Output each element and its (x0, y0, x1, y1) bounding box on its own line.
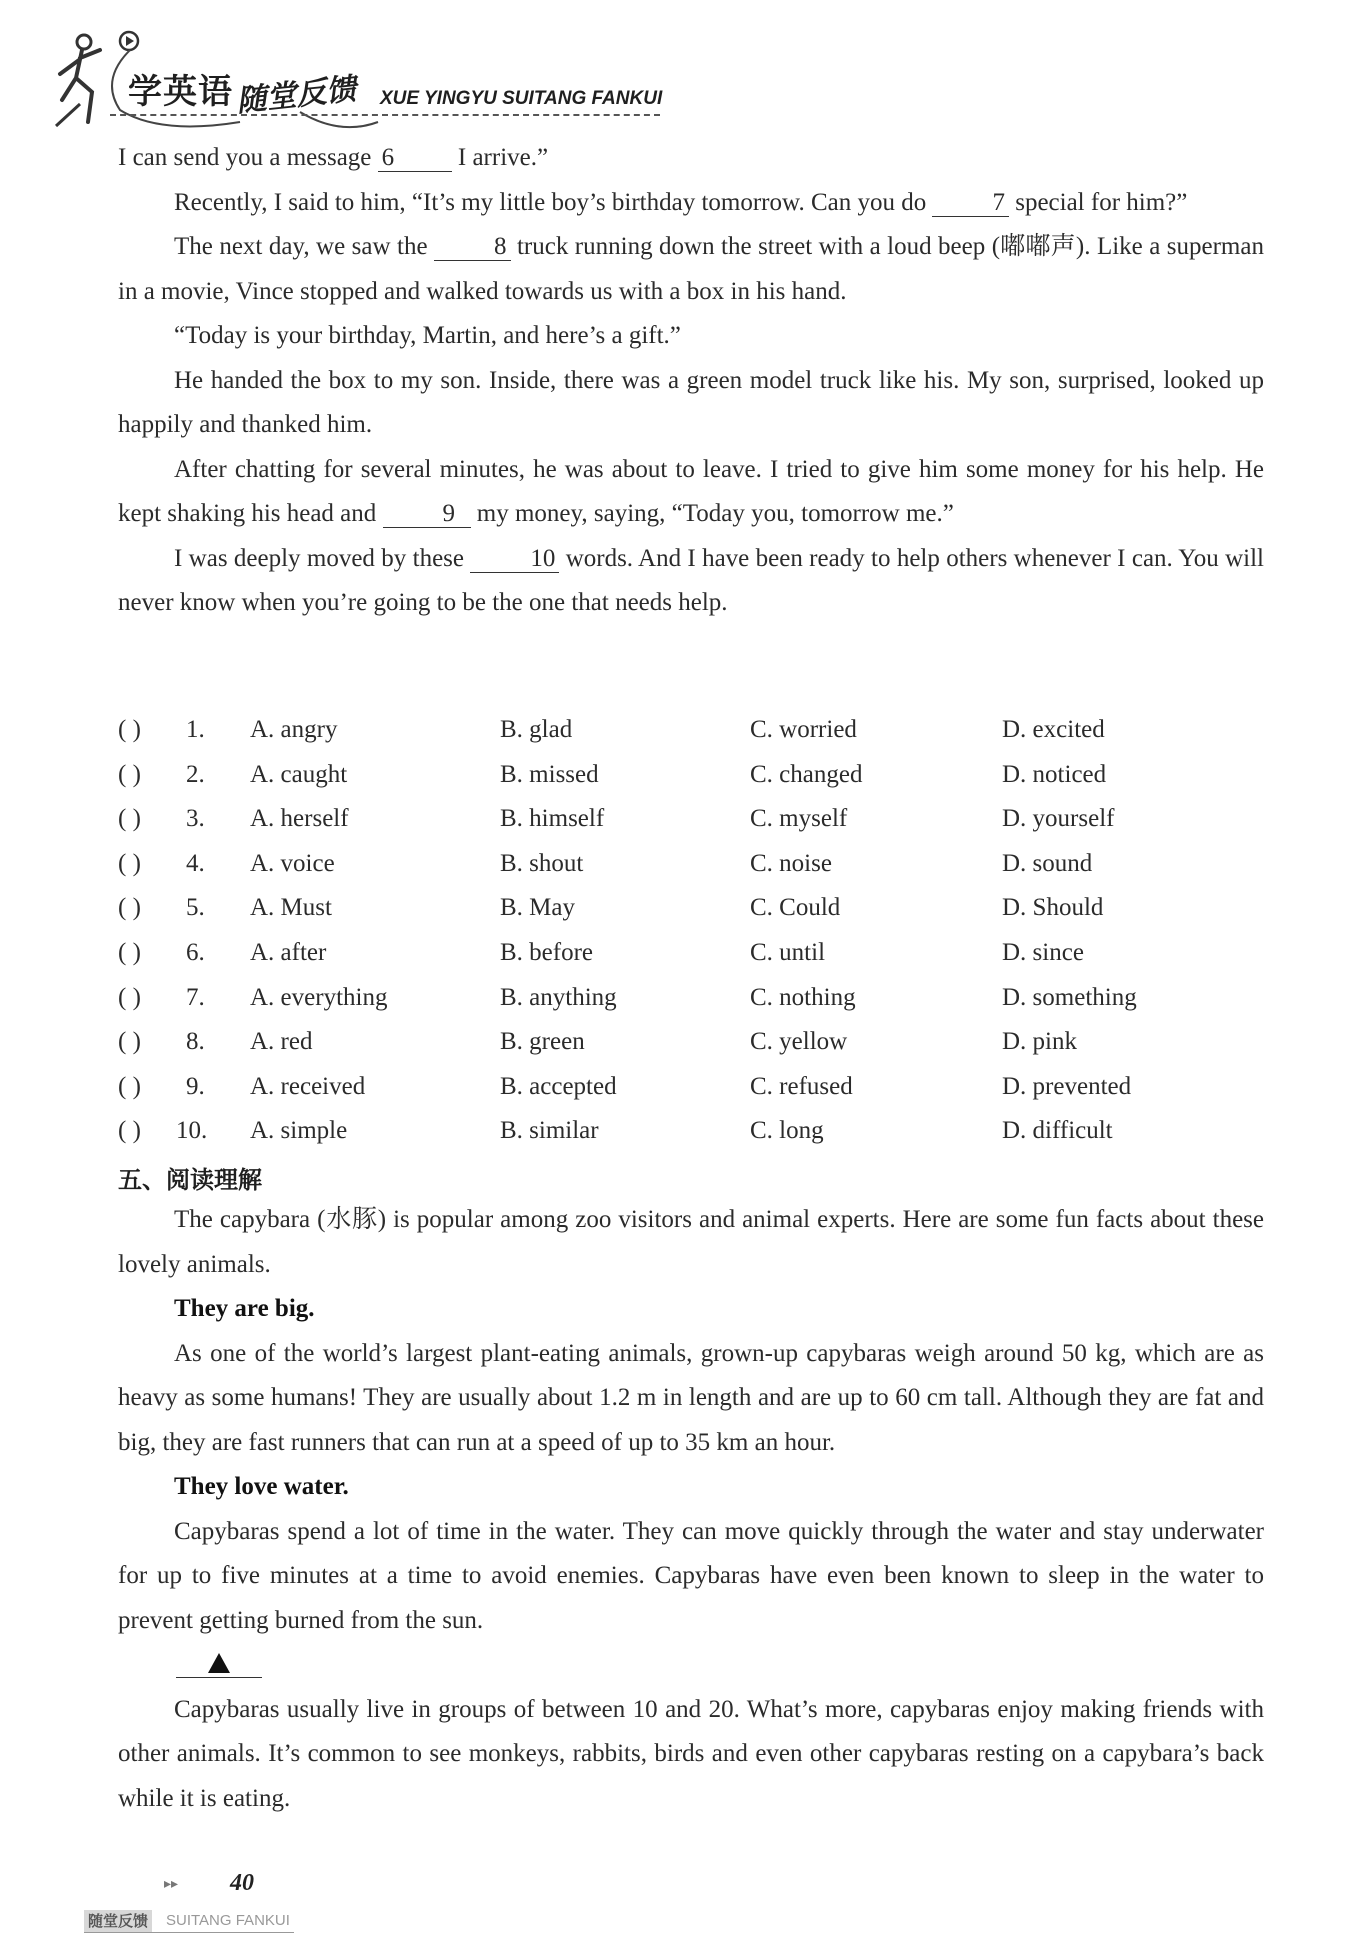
option-d: D. excited (1002, 716, 1105, 743)
answer-paren[interactable]: ( ) (118, 938, 141, 966)
question-number: 9. (186, 1072, 205, 1100)
question-number: 10. (176, 1117, 208, 1145)
page-header (0, 0, 1350, 140)
option-d: D. since (1002, 938, 1084, 966)
subheading: They are big. (174, 1295, 315, 1322)
option-c: C. yellow (750, 1028, 848, 1056)
page-footer (0, 1870, 1350, 1948)
question-number: 4. (186, 849, 205, 877)
question-number: 7. (186, 983, 205, 1011)
option-d: D. Should (1002, 894, 1104, 922)
header-divider (110, 114, 660, 116)
option-d: D. something (1002, 983, 1137, 1011)
answer-paren[interactable]: ( ) (118, 760, 141, 788)
option-c: C. worried (750, 716, 857, 743)
question-number: 1. (186, 716, 205, 743)
question-row (118, 1020, 1264, 1065)
option-c: C. myself (750, 805, 848, 833)
paragraph-text: my money, saying, “Today you, tomorrow me.” (470, 500, 954, 527)
question-row (118, 753, 1264, 798)
option-c: C. nothing (750, 983, 856, 1011)
option-a: A. after (250, 938, 327, 966)
answer-paren[interactable]: ( ) (118, 716, 141, 743)
passage-paragraph: “Today is your birthday, Martin, and here’s a gift.” (174, 322, 681, 349)
paragraph-text: After chatting for several minutes, he was about to leave. I tried to give him some money for his help. He kept shaking his head and (118, 455, 1264, 527)
option-d: D. yourself (1002, 805, 1115, 833)
brand-title-en: XUE YINGYU SUITANG FANKUI (380, 88, 663, 109)
option-d: D. difficult (1002, 1117, 1113, 1145)
question-row (118, 842, 1264, 887)
passage-paragraph (118, 181, 1264, 226)
missing-heading-blank[interactable] (118, 1643, 1264, 1688)
option-a: A. everything (250, 983, 388, 1011)
option-c: C. changed (750, 760, 863, 788)
blank-6[interactable]: 6 (378, 145, 452, 172)
option-a: A. received (250, 1072, 366, 1100)
blank-8[interactable]: 8 (434, 234, 511, 261)
paragraph-text: truck running down the street with a loud beep (嘟嘟声). Like a superman in a movie, Vince stopped and walked towards us with a box in his hand. (118, 233, 1264, 305)
question-number: 5. (186, 894, 205, 922)
option-b: B. green (500, 1028, 585, 1056)
brand-subtitle-cn: 随堂反馈 (234, 71, 358, 120)
question-row (118, 797, 1264, 842)
option-b: B. anything (500, 983, 617, 1011)
blank-10[interactable]: 10 (470, 546, 559, 573)
option-c: C. refused (750, 1072, 853, 1100)
answer-paren[interactable]: ( ) (118, 1072, 141, 1100)
option-b: B. shout (500, 849, 584, 877)
paragraph-text: I was deeply moved by these (174, 544, 471, 572)
paragraph-text: special for him?” (1008, 188, 1188, 216)
reading-intro: The capybara (水豚) is popular among zoo visitors and animal experts. Here are some fun facts about these lovely animals. (118, 1206, 1264, 1278)
question-row (118, 708, 1264, 753)
option-a: A. voice (250, 849, 335, 877)
option-a: A. angry (250, 716, 338, 743)
subheading: They love water. (174, 1473, 349, 1500)
option-a: A. red (250, 1028, 313, 1056)
footer-badge: 随堂反馈 (84, 1910, 152, 1932)
option-a: A. Must (250, 894, 332, 922)
question-number: 8. (186, 1028, 205, 1056)
option-c: C. noise (750, 849, 832, 877)
paragraph-text: The next day, we saw the (174, 233, 434, 260)
reading-passage (118, 1198, 1264, 1821)
multiple-choice-options (118, 708, 1264, 1154)
option-b: B. before (500, 938, 594, 966)
reading-paragraph: As one of the world’s largest plant-eating animals, grown-up capybaras weigh around 50 kg, which are as heavy as some humans! They are usually about 1.2 m in length and are up to 60 cm tall. Although they are fat and big, they are fast runners that can run at a speed of up to 35 km an hour. (118, 1339, 1264, 1456)
blank-9[interactable]: 9 (383, 501, 471, 528)
section-title: 五、阅读理解 (118, 1166, 262, 1194)
option-c: C. Could (750, 894, 841, 922)
option-d: D. pink (1002, 1028, 1077, 1056)
question-row (118, 1065, 1264, 1110)
paragraph-text: Recently, I said to him, “It’s my little boy’s birthday tomorrow. Can you do (174, 188, 933, 216)
passage-paragraph: He handed the box to my son. Inside, there was a green model truck like his. My son, surprised, looked up happily and thanked him. (118, 366, 1264, 438)
answer-paren[interactable]: ( ) (118, 849, 141, 877)
option-d: D. prevented (1002, 1072, 1132, 1100)
paragraph-text: words. And I have been ready to help others whenever I can. You will never know when you’re going to be the one that needs help. (118, 544, 1264, 616)
passage-paragraph (118, 225, 1264, 314)
option-b: B. himself (500, 805, 605, 833)
passage-paragraph (118, 448, 1264, 537)
answer-paren[interactable]: ( ) (118, 894, 141, 922)
paragraph-text: I arrive.” (451, 144, 549, 171)
option-b: B. missed (500, 760, 599, 788)
answer-line (176, 1677, 262, 1678)
option-b: B. similar (500, 1117, 599, 1145)
answer-paren[interactable]: ( ) (118, 1117, 141, 1145)
reading-paragraph: Capybaras usually live in groups of between 10 and 20. What’s more, capybaras enjoy making friends with other animals. It’s common to see monkeys, rabbits, birds and even other capybaras resting on a capybara’s back while it is eating. (118, 1695, 1264, 1812)
option-a: A. simple (250, 1117, 348, 1145)
option-d: D. sound (1002, 849, 1093, 877)
option-b: B. accepted (500, 1072, 617, 1100)
question-row (118, 886, 1264, 931)
blank-7[interactable]: 7 (932, 190, 1009, 217)
footer-divider (84, 1932, 294, 1933)
question-number: 6. (186, 938, 205, 966)
reading-paragraph: Capybaras spend a lot of time in the water. They can move quickly through the water and stay underwater for up to five minutes at a time to avoid enemies. Capybaras have even been known to sleep in the water to prevent getting burned from the sun. (118, 1517, 1264, 1634)
question-number: 3. (186, 805, 205, 833)
option-a: A. caught (250, 760, 348, 788)
option-b: B. glad (500, 716, 573, 743)
option-d: D. noticed (1002, 760, 1107, 788)
footer-brand: SUITANG FANKUI (166, 1912, 290, 1929)
paragraph-text: I can send you a message (118, 144, 378, 171)
question-row (118, 931, 1264, 976)
answer-paren[interactable]: ( ) (118, 983, 141, 1011)
page-number: 40 (230, 1870, 254, 1896)
option-c: C. until (750, 938, 826, 966)
question-row (118, 1109, 1264, 1154)
answer-paren[interactable]: ( ) (118, 1028, 141, 1056)
triangle-icon (208, 1653, 230, 1673)
passage-paragraph (118, 136, 1264, 181)
question-row (118, 976, 1264, 1021)
cloze-passage (118, 136, 1264, 626)
question-number: 2. (186, 760, 205, 788)
option-a: A. herself (250, 805, 349, 833)
passage-paragraph (118, 537, 1264, 626)
brand-title-cn: 学英语 (128, 72, 233, 112)
answer-paren[interactable]: ( ) (118, 805, 141, 833)
option-b: B. May (500, 894, 575, 922)
double-arrow-icon: ▸▸ (164, 1876, 179, 1892)
option-c: C. long (750, 1117, 824, 1145)
